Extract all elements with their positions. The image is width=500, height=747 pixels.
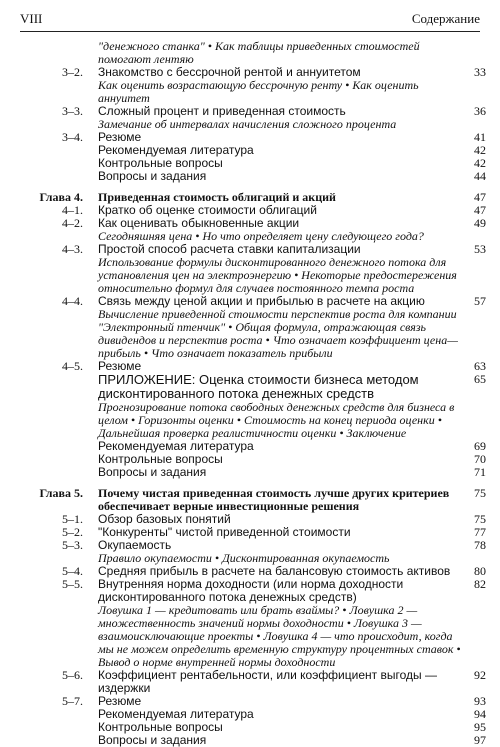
toc-section-number: 5–5. bbox=[62, 577, 83, 591]
toc-page-number: 97 bbox=[474, 733, 486, 747]
toc-row bbox=[0, 79, 500, 105]
toc-entry-title: Рекомендуемая литература bbox=[98, 439, 254, 453]
toc-row bbox=[0, 734, 500, 747]
toc-section-number: 4–1. bbox=[62, 203, 83, 217]
toc-subtopics: Вычисление приведенной стоимости перспектив роста для компании "Электронный птенчик" • Общая формула, отражающая связь дивидендов и перспектив роста • Что означает коэффициент цена—прибыль • Что означает показатель прибыли bbox=[98, 307, 458, 360]
toc-entry-title: Знакомство с бессрочной рентой и аннуитетом bbox=[98, 65, 361, 79]
toc-subtopics: Сегодняшняя цена • Но что определяет цену следующего года? bbox=[98, 229, 424, 243]
toc-row bbox=[0, 170, 500, 183]
toc-page-number: 75 bbox=[474, 486, 486, 500]
toc-entry-title: Как оценивать обыкновенные акции bbox=[98, 216, 300, 230]
toc-entry-title: Контрольные вопросы bbox=[98, 452, 223, 466]
toc-row bbox=[0, 578, 500, 604]
toc-page-number: 47 bbox=[474, 190, 486, 204]
toc-page-number: 82 bbox=[474, 577, 486, 591]
toc-section-number: 3–2. bbox=[62, 65, 83, 79]
toc-page-number: 69 bbox=[474, 439, 486, 453]
toc-section-number: 5–3. bbox=[62, 538, 83, 552]
running-header bbox=[20, 11, 480, 32]
table-of-contents bbox=[0, 40, 500, 747]
toc-page-number: 92 bbox=[474, 668, 486, 682]
toc-entry-title: Вопросы и задания bbox=[98, 169, 207, 183]
toc-entry-title: Рекомендуемая литература bbox=[98, 143, 254, 157]
toc-entry-title: Контрольные вопросы bbox=[98, 156, 223, 170]
toc-section-number: Глава 5. bbox=[39, 486, 83, 500]
toc-row bbox=[0, 157, 500, 170]
toc-row bbox=[0, 401, 500, 440]
toc-page-number: 36 bbox=[474, 104, 486, 118]
toc-section-number: 5–6. bbox=[62, 668, 83, 682]
toc-page-number: 65 bbox=[474, 372, 486, 386]
toc-entry-title: Сложный процент и приведенная стоимость bbox=[98, 104, 346, 118]
toc-page-number: 93 bbox=[474, 694, 486, 708]
toc-section-number: 5–4. bbox=[62, 564, 83, 578]
toc-section-number: Глава 4. bbox=[39, 190, 83, 204]
toc-page-number: 49 bbox=[474, 216, 486, 230]
toc-page-number: 44 bbox=[474, 169, 486, 183]
toc-page-number: 77 bbox=[474, 525, 486, 539]
toc-subtopics: Прогнозирование потока свободных денежных средств для бизнеса в целом • Горизонты оценки • Стоимость на конец периода оценки • Дальнейшая проверка реалистичности оценки • Заключение bbox=[98, 400, 455, 440]
toc-entry-title: Резюме bbox=[98, 130, 142, 144]
toc-section-number: 4–2. bbox=[62, 216, 83, 230]
toc-page-number: 33 bbox=[474, 65, 486, 79]
toc-page-number: 41 bbox=[474, 130, 486, 144]
toc-row bbox=[0, 466, 500, 479]
toc-entry-title: Резюме bbox=[98, 694, 142, 708]
toc-entry-title: ПРИЛОЖЕНИЕ: Оценка стоимости бизнеса методом дисконтированного потока денежных средств bbox=[98, 372, 419, 401]
toc-page-number: 80 bbox=[474, 564, 486, 578]
toc-page-number: 42 bbox=[474, 143, 486, 157]
toc-row bbox=[0, 708, 500, 721]
toc-entry-title: Почему чистая приведенная стоимость лучше других критериев обеспечивает верные инвестиционные решения bbox=[98, 486, 450, 513]
toc-entry-title: Средняя прибыль в расчете на балансовую стоимость активов bbox=[98, 564, 451, 578]
toc-page-number: 57 bbox=[474, 294, 486, 308]
toc-entry-title: Рекомендуемая литература bbox=[98, 707, 254, 721]
toc-entry-title: Кратко об оценке стоимости облигаций bbox=[98, 203, 317, 217]
page-number-roman: VIII bbox=[20, 11, 43, 26]
toc-subtopics: Использование формулы дисконтированного денежного потока для установления цен на электроэнергию • Некоторые предостережения относительно формул для случаев постоянного темпа роста bbox=[98, 255, 457, 295]
toc-page-number: 78 bbox=[474, 538, 486, 552]
toc-row bbox=[0, 669, 500, 695]
section-title: Содержание bbox=[411, 11, 480, 26]
toc-section-number: 3–3. bbox=[62, 104, 83, 118]
toc-entry-title: Обзор базовых понятий bbox=[98, 512, 231, 526]
toc-page-number: 42 bbox=[474, 156, 486, 170]
toc-entry-title: "Конкуренты" чистой приведенной стоимости bbox=[98, 525, 351, 539]
toc-section-number: 5–7. bbox=[62, 694, 83, 708]
toc-subtopics: Правило окупаемости • Дисконтированная окупаемость bbox=[98, 551, 390, 565]
toc-section-number: 4–4. bbox=[62, 294, 83, 308]
toc-entry-title: Связь между ценой акции и прибылью в расчете на акцию bbox=[98, 294, 425, 308]
toc-row bbox=[0, 721, 500, 734]
toc-row bbox=[0, 453, 500, 466]
toc-subtopics: Как оценить возрастающую бессрочную ренту • Как оценить аннуитет bbox=[98, 78, 419, 105]
toc-page-number: 63 bbox=[474, 359, 486, 373]
toc-page-number: 75 bbox=[474, 512, 486, 526]
toc-entry-title: Простой способ расчета ставки капитализации bbox=[98, 242, 361, 256]
toc-row bbox=[0, 256, 500, 295]
toc-section-number: 5–2. bbox=[62, 525, 83, 539]
toc-entry-title: Вопросы и задания bbox=[98, 465, 207, 479]
toc-row bbox=[0, 40, 500, 66]
toc-entry-title: Вопросы и задания bbox=[98, 733, 207, 747]
toc-row bbox=[0, 373, 500, 401]
toc-section-number: 3–4. bbox=[62, 130, 83, 144]
toc-subtopics: Ловушка 1 — кредитовать или брать взаймы? • Ловушка 2 — множественность значений нормы доходности • Ловушка 3 — взаимоисключающие проекты • Ловушка 4 — что происходит, когда мы не можем определить временную структуру процентных ставок • Вывод о норме внутренней нормы доходности bbox=[98, 603, 461, 669]
toc-row bbox=[0, 695, 500, 708]
toc-entry-title: Коэффициент рентабельности, или коэффициент выгоды — издержки bbox=[98, 668, 437, 695]
toc-page-number: 94 bbox=[474, 707, 486, 721]
toc-page-number: 47 bbox=[474, 203, 486, 217]
toc-section-number: 5–1. bbox=[62, 512, 83, 526]
toc-page-number: 95 bbox=[474, 720, 486, 734]
toc-entry-title: Окупаемость bbox=[98, 538, 172, 552]
toc-entry-title: Внутренняя норма доходности (или норма доходности дисконтированного потока денежных средств) bbox=[98, 577, 404, 604]
toc-subtopics: "денежного станка" • Как таблицы приведенных стоимостей помогают лентяю bbox=[98, 39, 420, 66]
toc-row bbox=[0, 144, 500, 157]
toc-page-number: 53 bbox=[474, 242, 486, 256]
toc-row bbox=[0, 440, 500, 453]
toc-entry-title: Приведенная стоимость облигаций и акций bbox=[98, 190, 336, 204]
toc-entry-title: Резюме bbox=[98, 359, 142, 373]
toc-entry-title: Контрольные вопросы bbox=[98, 720, 223, 734]
toc-section-number: 4–3. bbox=[62, 242, 83, 256]
toc-page-number: 71 bbox=[474, 465, 486, 479]
toc-subtopics: Замечание об интервалах начисления сложного процента bbox=[98, 117, 397, 131]
toc-row bbox=[0, 308, 500, 360]
toc-chapter-row bbox=[0, 487, 500, 513]
toc-row bbox=[0, 604, 500, 669]
toc-section-number: 4–5. bbox=[62, 359, 83, 373]
toc-page-number: 70 bbox=[474, 452, 486, 466]
